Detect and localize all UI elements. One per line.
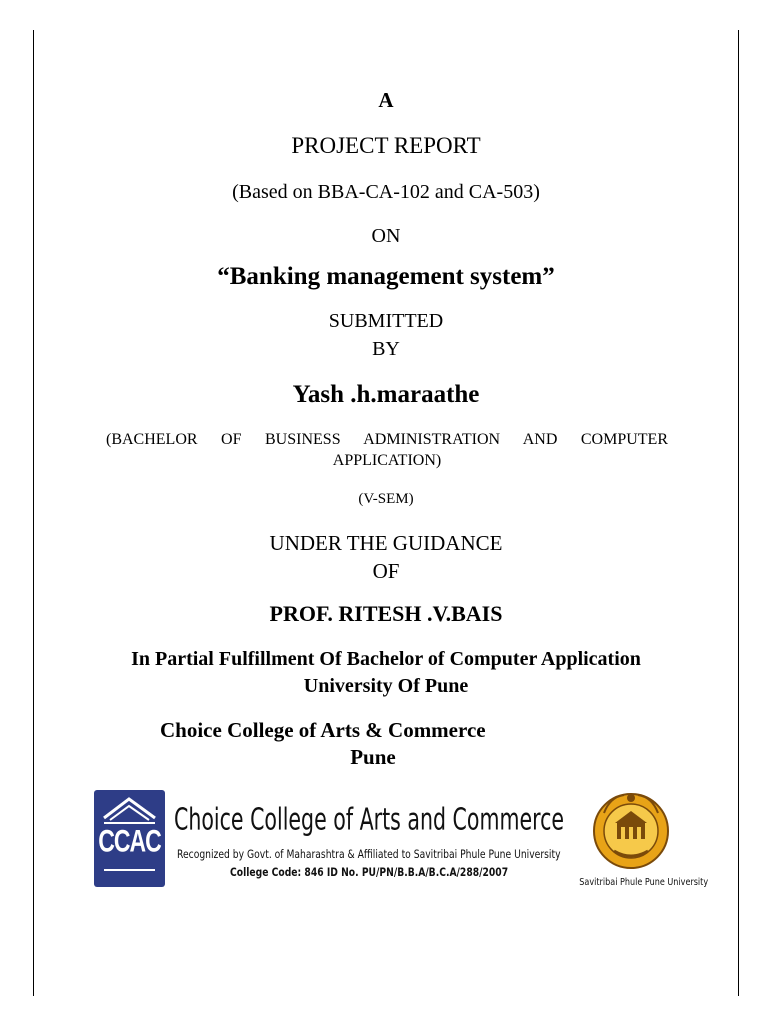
based-on-courses: (Based on BBA-CA-102 and CA-503) [232,181,540,203]
professor-name: PROF. RITESH .V.BAIS [269,601,503,626]
semester: (V-SEM) [358,491,414,507]
university-name: University Of Pune [303,675,469,697]
heading-submitted: SUBMITTED [328,310,444,332]
project-title: “Banking management system” [217,263,555,290]
fulfillment-statement: In Partial Fulfillment Of Bachelor of Computer Application [131,648,641,670]
ccac-logo-text: CCAC [98,823,161,859]
student-name: Yash .h.maraathe [292,381,480,408]
college-city [160,745,580,770]
heading-of: OF [372,559,400,583]
heading-guidance: UNDER THE GUIDANCE [269,531,503,555]
seal-caption: Savitribai Phule Pune University [579,877,709,888]
college-name: Choice College of Arts & Commerce [160,718,486,742]
ccac-logo [94,790,165,887]
banner-college-name: Choice College of Arts and Commerce [174,803,565,838]
heading-on: ON [371,225,401,247]
left-margin-rule [33,30,34,996]
heading-project-report: PROJECT REPORT [291,133,481,158]
degree-line-1: (BACHELOR OF BUSINESS ADMINISTRATION AND COMPUTER [106,431,668,448]
college-banner [94,789,709,889]
degree-name [106,429,668,471]
right-margin-rule [738,30,739,996]
banner-college-code: College Code: 846 ID No. PU/PN/B.B.A/B.C.A/288/2007 [230,865,509,879]
heading-a: A [378,88,394,112]
heading-by: BY [372,338,400,360]
degree-line-2: APPLICATION) [332,452,442,469]
college-city-text: Pune [350,745,396,769]
banner-recognition: Recognized by Govt. of Maharashtra & Affiliated to Savitribai Phule Pune University [177,847,561,861]
university-seal-icon [590,789,672,871]
